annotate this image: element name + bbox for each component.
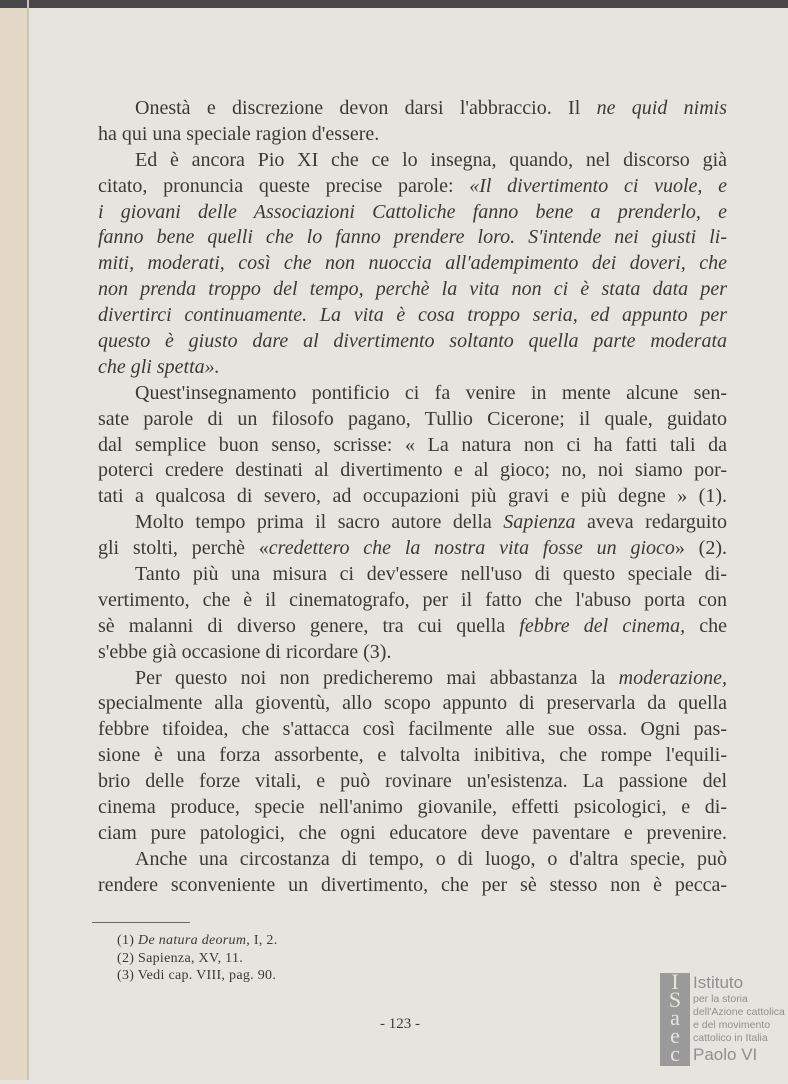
text-line (98, 251, 727, 277)
text-line (98, 355, 727, 381)
text-line (98, 588, 727, 614)
page-number: - 123 - (380, 1016, 420, 1032)
logo-monogram: I S a e c m (660, 973, 690, 1066)
logo-text (693, 973, 785, 1065)
text-line (98, 433, 727, 459)
text-segment: poterci credere destinati al divertimento e al gioco; no, noi siamo por- (98, 459, 727, 482)
text-line (98, 795, 727, 821)
text-segment: Per questo noi non predicheremo mai abbastanza la (135, 666, 619, 689)
text-line (98, 821, 727, 847)
italic-text: miti, moderati, così che non nuoccia all'adempimento dei doveri, che (98, 252, 727, 275)
facing-page-edge (0, 8, 27, 1080)
text-segment: » (2). (674, 537, 728, 560)
text-segment: tati a qualcosa di severo, ad occupazioni più gravi e più degne » (1). (98, 485, 727, 508)
text-segment: vertimento, che è il cinematografo, per il fatto che l'abuso porta con (98, 588, 727, 611)
text-segment: cinema produce, specie nell'animo giovanile, effetti psicologici, e di- (98, 796, 727, 819)
text-segment: rendere sconveniente un divertimento, che per sè stesso non è pecca- (98, 873, 727, 896)
footnote-text: Sapienza, XV, 11. (138, 950, 244, 966)
text-segment: Anche una circostanza di tempo, o di luogo, o d'altra specie, può (135, 847, 727, 870)
body-text (98, 96, 727, 899)
italic-text: moderazione, (618, 666, 727, 689)
text-segment: sè malanni di diverso genere, tra cui quella (98, 614, 520, 637)
text-line (98, 225, 727, 251)
text-line (98, 614, 727, 640)
scan-top-edge (0, 0, 788, 8)
isacem-watermark-logo (660, 969, 785, 1084)
text-segment: Molto tempo prima il sacro autore della (135, 511, 504, 534)
footnote-number: (1) (117, 933, 139, 948)
footnote-text: , I, 2. (246, 933, 278, 948)
logo-line: Istituto (693, 973, 744, 992)
text-line (98, 148, 727, 174)
text-line (98, 277, 727, 303)
italic-text: questo è giusto dare al divertimento soltanto quella parte moderata (98, 330, 727, 353)
text-line (98, 666, 727, 692)
text-line (98, 303, 727, 329)
text-segment: specialmente alla gioventù, allo scopo appunto di preservarla da quella (98, 692, 727, 715)
text-segment: ciam pure patologici, che ogni educatore deve paventare e prevenire. (98, 821, 727, 844)
italic-text: non prenda troppo del tempo, perchè la vita non ci è stata data per (98, 278, 727, 301)
text-segment: che (685, 614, 727, 637)
text-segment: dal semplice buon senso, scrisse: « La natura non ci ha fatti tali da (98, 433, 727, 456)
logo-line: Paolo VI (693, 1045, 758, 1064)
text-segment: gli stolti, perchè « (98, 537, 269, 560)
text-line (98, 536, 727, 562)
footnote-number: (2) (117, 950, 139, 966)
text-line (98, 458, 727, 484)
logo-line: cattolico in Italia (693, 1032, 768, 1044)
italic-text: credettero che la nostra vita fosse un gioco (268, 537, 675, 560)
text-segment: Quest'insegnamento pontificio ci fa venire in mente alcune sen- (135, 381, 727, 404)
text-line (98, 200, 727, 226)
logo-line: e del movimento (693, 1019, 771, 1031)
text-line (98, 717, 727, 743)
text-segment: Tanto più una misura ci dev'essere nell'uso di questo speciale di- (135, 563, 727, 586)
text-segment: ha qui una speciale ragion d'essere. (98, 122, 380, 145)
italic-text: «Il divertimento ci vuole, e (469, 174, 727, 197)
text-segment: aveva redarguito (575, 511, 728, 534)
text-line (98, 381, 727, 407)
text-line (98, 329, 727, 355)
italic-text: ne quid nimis (596, 97, 727, 119)
text-line (98, 407, 727, 433)
footnote (117, 950, 278, 968)
text-line (98, 873, 727, 899)
italic-text: fanno bene quelli che lo fanno prendere loro. S'intende nei giusti li- (98, 226, 727, 249)
footnote-number: (3) (117, 968, 138, 983)
book-gutter (27, 0, 29, 1080)
italic-text: febbre del cinema, (519, 614, 686, 637)
text-line (98, 847, 727, 873)
footnote (117, 932, 278, 950)
logo-line: dell'Azione cattolica (693, 1006, 785, 1018)
text-line (98, 96, 727, 122)
text-line (98, 174, 727, 200)
text-segment: Ed è ancora Pio XI che ce lo insegna, quando, nel discorso già (135, 148, 727, 171)
footnotes (117, 932, 278, 985)
footnote-separator (92, 922, 190, 923)
text-line (98, 562, 727, 588)
logo-line: per la storia (693, 993, 748, 1005)
text-segment: s'ebbe già occasione di ricordare (3). (98, 640, 392, 663)
italic-text: divertirci continuamente. La vita è cosa troppo seria, ed appunto per (98, 304, 727, 327)
text-segment: brio delle forze vitali, e può rovinare un'esistenza. La passione del (98, 770, 727, 793)
text-segment: sate parole di un filosofo pagano, Tullio Cicerone; il quale, guidato (98, 407, 727, 430)
italic-text: Sapienza (503, 511, 576, 534)
text-segment: febbre tifoidea, che s'attacca così facilmente alle sue ossa. Ogni pas- (98, 718, 727, 741)
text-line (98, 484, 727, 510)
footnote-title: De natura deorum (138, 933, 247, 948)
text-segment: sione è una forza assorbente, e talvolta inibitiva, che rompe l'equili- (98, 744, 727, 767)
text-line (98, 510, 727, 536)
text-segment: citato, pronuncia queste precise parole: (98, 174, 470, 197)
text-line (98, 640, 727, 666)
text-line (98, 691, 727, 717)
text-segment: Onestà e discrezione devon darsi l'abbraccio. Il (135, 97, 597, 119)
italic-text: i giovani delle Associazioni Cattoliche fanno bene a prenderlo, e (98, 200, 727, 223)
footnote-text: Vedi cap. VIII, pag. 90. (137, 968, 277, 983)
text-line (98, 769, 727, 795)
italic-text: che gli spetta». (98, 355, 220, 378)
footnote (117, 967, 278, 985)
text-line (98, 122, 727, 148)
text-line (98, 743, 727, 769)
